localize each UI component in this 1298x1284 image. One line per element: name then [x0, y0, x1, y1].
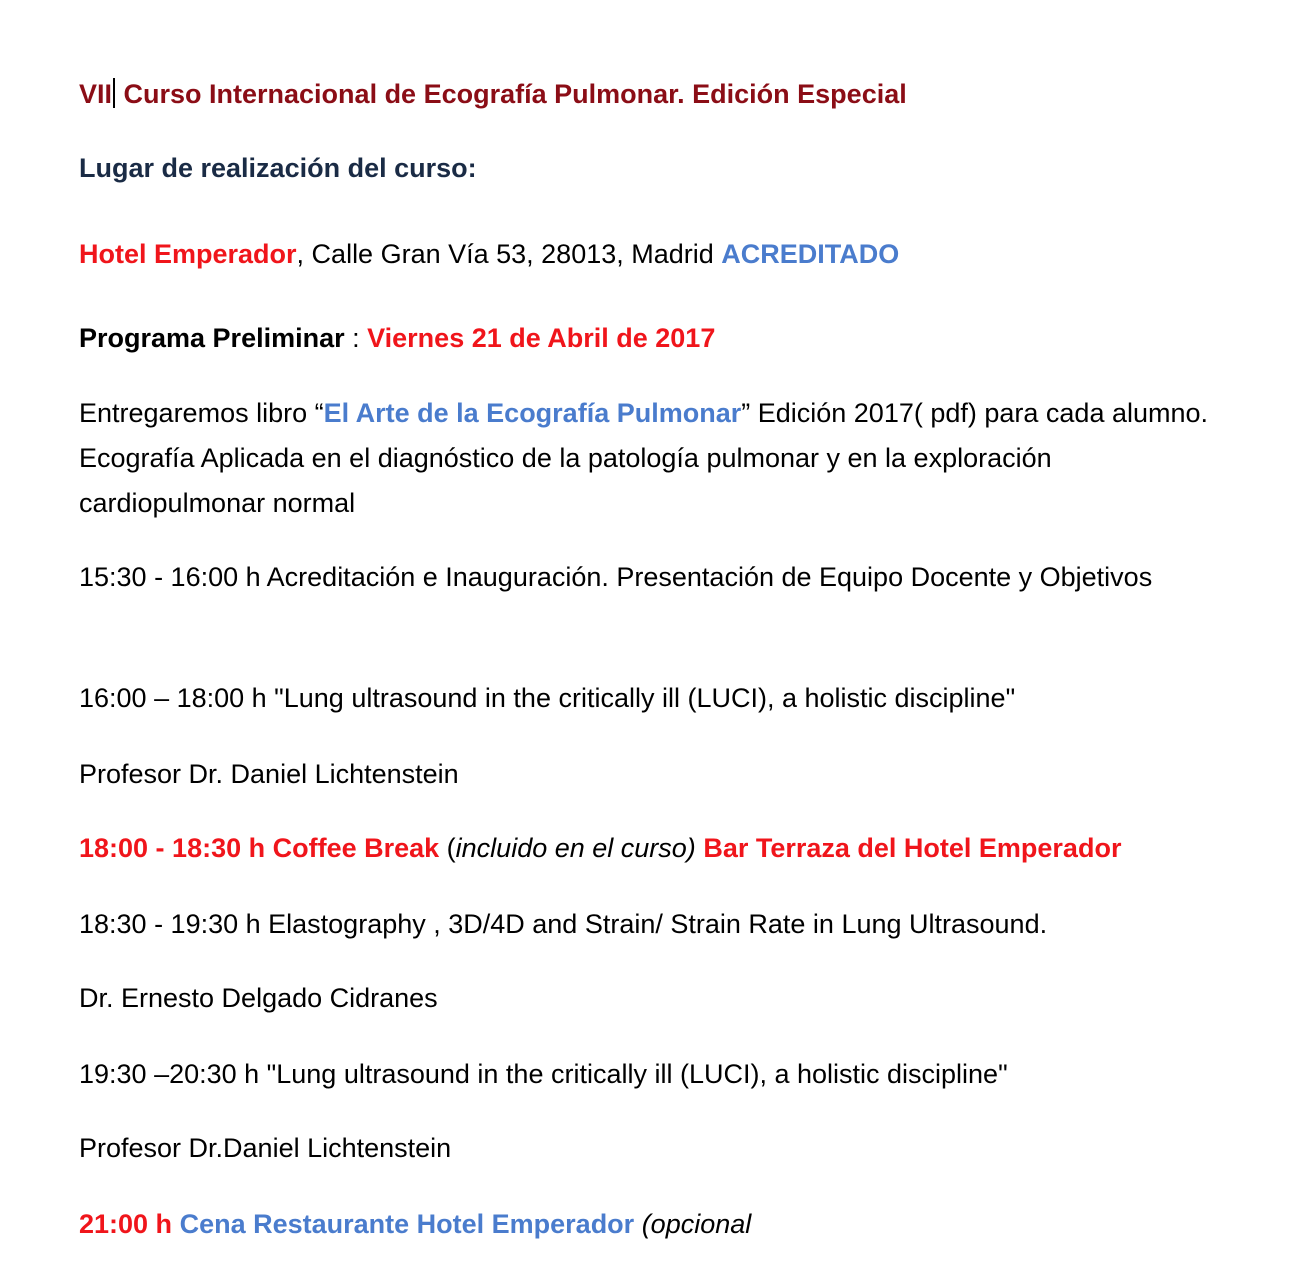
program-label: Programa Preliminar — [79, 323, 345, 353]
course-title — [79, 71, 907, 117]
speaker-lichtenstein-1: Profesor Dr. Daniel Lichtenstein — [79, 759, 459, 789]
intro-part1: Entregaremos libro “ — [79, 398, 324, 428]
book-title: El Arte de la Ecografía Pulmonar — [323, 398, 742, 428]
title-prefix: VII — [79, 79, 113, 109]
program-date: Viernes 21 de Abril de 2017 — [367, 323, 716, 353]
dinner-event: Cena Restaurante Hotel Emperador — [172, 1209, 635, 1239]
schedule-item-luci-2: 19:30 –20:30 h "Lung ultrasound in the critically ill (LUCI), a holistic discipline" — [79, 1059, 1008, 1089]
title-rest: Curso Internacional de Ecografía Pulmonar. Edición Especial — [116, 79, 907, 109]
coffee-location: Bar Terraza del Hotel Emperador — [695, 833, 1122, 863]
coffee-note: incluido en el curso) — [455, 833, 696, 863]
venue-heading: Lugar de realización del curso: — [79, 153, 477, 183]
coffee-note-open: ( — [439, 833, 456, 863]
program-separator: : — [344, 323, 368, 353]
dinner-note: (opcional — [634, 1209, 752, 1239]
speaker-delgado: Dr. Ernesto Delgado Cidranes — [79, 983, 438, 1013]
schedule-item-accreditation: 15:30 - 16:00 h Acreditación e Inauguración. Presentación de Equipo Docente y Objetivos — [79, 562, 1153, 592]
venue-accreditation: ACREDITADO — [721, 239, 900, 269]
schedule-item-luci-1: 16:00 – 18:00 h "Lung ultrasound in the critically ill (LUCI), a holistic discipline" — [79, 683, 1016, 713]
intro-paragraph — [79, 391, 1239, 526]
venue-hotel: Hotel Emperador — [79, 239, 297, 269]
coffee-time: 18:00 - 18:30 h Coffee Break — [79, 833, 440, 863]
venue-line — [79, 231, 899, 277]
schedule-dinner — [79, 1201, 751, 1247]
speaker-lichtenstein-2: Profesor Dr.Daniel Lichtenstein — [79, 1133, 452, 1163]
dinner-time: 21:00 h — [79, 1209, 173, 1239]
schedule-item-elastography: 18:30 - 19:30 h Elastography , 3D/4D and Strain/ Strain Rate in Lung Ultrasound. — [79, 909, 1048, 939]
schedule-coffee-break — [79, 825, 1121, 871]
program-line — [79, 315, 715, 361]
venue-address: , Calle Gran Vía 53, 28013, Madrid — [296, 239, 722, 269]
text-cursor — [113, 78, 115, 108]
intro-part2: ” Edición 2017( pdf) para cada alumno. Ecografía Aplicada en el diagnóstico de la patología pulmonar y en la exploración cardiopulmonar normal — [79, 398, 1209, 518]
